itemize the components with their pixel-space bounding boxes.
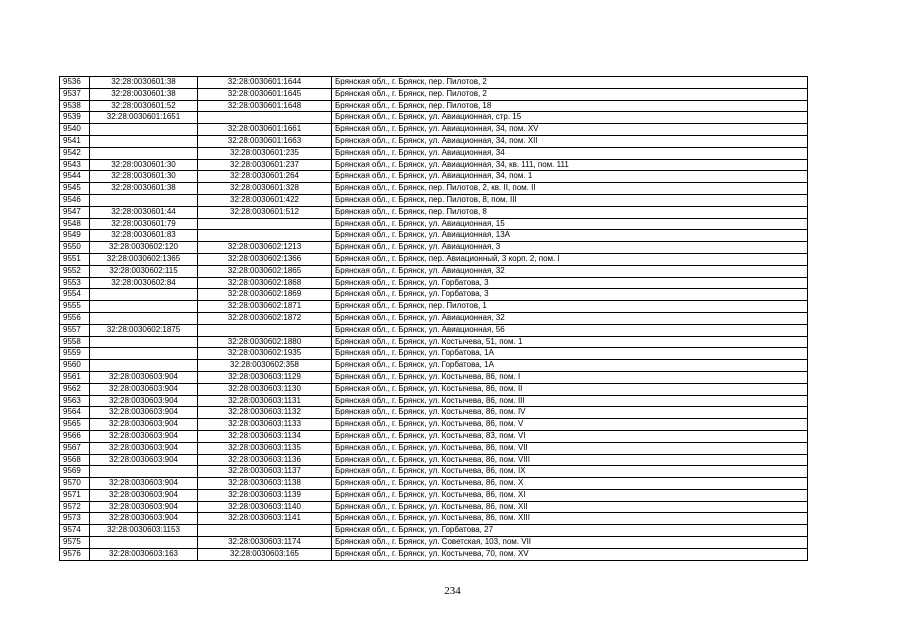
row-number-cell: 9576: [60, 548, 90, 560]
parcel-cadastral-cell: [90, 289, 198, 301]
object-cadastral-cell: 32:28:0030602:1366: [198, 253, 332, 265]
object-cadastral-cell: 32:28:0030603:1139: [198, 489, 332, 501]
table-row: [60, 183, 808, 195]
table-row: [60, 242, 808, 254]
row-number-cell: 9559: [60, 348, 90, 360]
parcel-cadastral-cell: 32:28:0030603:904: [90, 383, 198, 395]
address-cell: Брянская обл., г. Брянск, ул. Костычева, 86, пом. II: [332, 383, 808, 395]
row-number-cell: 9575: [60, 537, 90, 549]
parcel-cadastral-cell: 32:28:0030603:904: [90, 395, 198, 407]
address-cell: Брянская обл., г. Брянск, ул. Костычева, 51, пом. 1: [332, 336, 808, 348]
row-number-cell: 9543: [60, 159, 90, 171]
page-number: 234: [444, 585, 461, 597]
row-number-cell: 9557: [60, 324, 90, 336]
row-number-cell: 9554: [60, 289, 90, 301]
object-cadastral-cell: 32:28:0030603:1129: [198, 371, 332, 383]
parcel-cadastral-cell: 32:28:0030601:38: [90, 88, 198, 100]
row-number-cell: 9562: [60, 383, 90, 395]
table-row: [60, 430, 808, 442]
table-row: [60, 525, 808, 537]
table-row: [60, 513, 808, 525]
address-cell: Брянская обл., г. Брянск, ул. Авиационная, 34, пом. XII: [332, 135, 808, 147]
row-number-cell: 9570: [60, 478, 90, 490]
table-row: [60, 466, 808, 478]
address-cell: Брянская обл., г. Брянск, ул. Костычева, 70, пом. XV: [332, 548, 808, 560]
row-number-cell: 9548: [60, 218, 90, 230]
address-cell: Брянская обл., г. Брянск, ул. Авиационная, 34: [332, 147, 808, 159]
address-cell: Брянская обл., г. Брянск, ул. Авиационная, 15: [332, 218, 808, 230]
row-number-cell: 9545: [60, 183, 90, 195]
parcel-cadastral-cell: [90, 537, 198, 549]
table-row: [60, 147, 808, 159]
parcel-cadastral-cell: 32:28:0030601:30: [90, 159, 198, 171]
parcel-cadastral-cell: 32:28:0030602:84: [90, 277, 198, 289]
object-cadastral-cell: [198, 218, 332, 230]
row-number-cell: 9565: [60, 419, 90, 431]
property-table: [59, 76, 808, 561]
address-cell: Брянская обл., г. Брянск, пер. Авиационный, 3 корп. 2, пом. I: [332, 253, 808, 265]
object-cadastral-cell: 32:28:0030603:1135: [198, 442, 332, 454]
object-cadastral-cell: 32:28:0030603:1131: [198, 395, 332, 407]
row-number-cell: 9550: [60, 242, 90, 254]
address-cell: Брянская обл., г. Брянск, ул. Авиационная, стр. 15: [332, 112, 808, 124]
table-row: [60, 442, 808, 454]
row-number-cell: 9573: [60, 513, 90, 525]
table-row: [60, 218, 808, 230]
table-row: [60, 407, 808, 419]
object-cadastral-cell: [198, 324, 332, 336]
table-row: [60, 383, 808, 395]
table-row: [60, 489, 808, 501]
object-cadastral-cell: 32:28:0030601:1645: [198, 88, 332, 100]
object-cadastral-cell: 32:28:0030603:1138: [198, 478, 332, 490]
address-cell: Брянская обл., г. Брянск, ул. Советская, 103, пом. VII: [332, 537, 808, 549]
table-row: [60, 230, 808, 242]
address-cell: Брянская обл., г. Брянск, ул. Костычева, 86, пом. V: [332, 419, 808, 431]
object-cadastral-cell: 32:28:0030603:1136: [198, 454, 332, 466]
address-cell: Брянская обл., г. Брянск, ул. Авиационная, 32: [332, 265, 808, 277]
parcel-cadastral-cell: [90, 466, 198, 478]
parcel-cadastral-cell: [90, 124, 198, 136]
parcel-cadastral-cell: 32:28:0030603:904: [90, 430, 198, 442]
object-cadastral-cell: 32:28:0030603:1130: [198, 383, 332, 395]
address-cell: Брянская обл., г. Брянск, пер. Пилотов, 2: [332, 88, 808, 100]
address-cell: Брянская обл., г. Брянск, пер. Пилотов, 2, кв. II, пом. II: [332, 183, 808, 195]
address-cell: Брянская обл., г. Брянск, ул. Костычева, 86, пом. XIII: [332, 513, 808, 525]
parcel-cadastral-cell: 32:28:0030602:115: [90, 265, 198, 277]
parcel-cadastral-cell: 32:28:0030601:38: [90, 183, 198, 195]
table-row: [60, 537, 808, 549]
row-number-cell: 9563: [60, 395, 90, 407]
row-number-cell: 9572: [60, 501, 90, 513]
row-number-cell: 9546: [60, 194, 90, 206]
row-number-cell: 9538: [60, 100, 90, 112]
parcel-cadastral-cell: 32:28:0030601:52: [90, 100, 198, 112]
row-number-cell: 9552: [60, 265, 90, 277]
table-row: [60, 112, 808, 124]
parcel-cadastral-cell: 32:28:0030603:163: [90, 548, 198, 560]
address-cell: Брянская обл., г. Брянск, ул. Костычева, 83, пом. VI: [332, 430, 808, 442]
table-row: [60, 395, 808, 407]
object-cadastral-cell: 32:28:0030603:1137: [198, 466, 332, 478]
object-cadastral-cell: [198, 525, 332, 537]
row-number-cell: 9547: [60, 206, 90, 218]
address-cell: Брянская обл., г. Брянск, пер. Пилотов, 8: [332, 206, 808, 218]
table-row: [60, 312, 808, 324]
address-cell: Брянская обл., г. Брянск, ул. Костычева, 86, пом. XII: [332, 501, 808, 513]
object-cadastral-cell: 32:28:0030601:328: [198, 183, 332, 195]
parcel-cadastral-cell: [90, 348, 198, 360]
row-number-cell: 9556: [60, 312, 90, 324]
address-cell: Брянская обл., г. Брянск, ул. Авиационная, 3: [332, 242, 808, 254]
table-row: [60, 77, 808, 89]
parcel-cadastral-cell: [90, 312, 198, 324]
object-cadastral-cell: 32:28:0030603:1134: [198, 430, 332, 442]
table-row: [60, 171, 808, 183]
parcel-cadastral-cell: 32:28:0030603:904: [90, 407, 198, 419]
table-row: [60, 348, 808, 360]
address-cell: Брянская обл., г. Брянск, ул. Авиационная, 32: [332, 312, 808, 324]
parcel-cadastral-cell: 32:28:0030601:83: [90, 230, 198, 242]
parcel-cadastral-cell: [90, 301, 198, 313]
table-row: [60, 371, 808, 383]
table-row: [60, 206, 808, 218]
address-cell: Брянская обл., г. Брянск, ул. Авиационная, 34, пом. 1: [332, 171, 808, 183]
table-row: [60, 194, 808, 206]
row-number-cell: 9537: [60, 88, 90, 100]
address-cell: Брянская обл., г. Брянск, ул. Горбатова, 3: [332, 289, 808, 301]
address-cell: Брянская обл., г. Брянск, пер. Пилотов, 18: [332, 100, 808, 112]
parcel-cadastral-cell: [90, 147, 198, 159]
address-cell: Брянская обл., г. Брянск, ул. Костычева, 86, пом. III: [332, 395, 808, 407]
parcel-cadastral-cell: [90, 135, 198, 147]
table-row: [60, 159, 808, 171]
address-cell: Брянская обл., г. Брянск, ул. Костычева, 86, пом. XI: [332, 489, 808, 501]
parcel-cadastral-cell: 32:28:0030603:904: [90, 442, 198, 454]
object-cadastral-cell: 32:28:0030602:1869: [198, 289, 332, 301]
row-number-cell: 9569: [60, 466, 90, 478]
address-cell: Брянская обл., г. Брянск, ул. Горбатова, 3: [332, 277, 808, 289]
address-cell: Брянская обл., г. Брянск, ул. Авиационная, 13А: [332, 230, 808, 242]
object-cadastral-cell: 32:28:0030602:1872: [198, 312, 332, 324]
table-row: [60, 360, 808, 372]
address-cell: Брянская обл., г. Брянск, ул. Костычева, 86, пом. X: [332, 478, 808, 490]
object-cadastral-cell: 32:28:0030603:1174: [198, 537, 332, 549]
parcel-cadastral-cell: 32:28:0030601:1651: [90, 112, 198, 124]
row-number-cell: 9561: [60, 371, 90, 383]
table-row: [60, 135, 808, 147]
object-cadastral-cell: [198, 230, 332, 242]
row-number-cell: 9544: [60, 171, 90, 183]
address-cell: Брянская обл., г. Брянск, ул. Авиационная, 34, пом. XV: [332, 124, 808, 136]
parcel-cadastral-cell: 32:28:0030601:79: [90, 218, 198, 230]
table-row: [60, 265, 808, 277]
address-cell: Брянская обл., г. Брянск, ул. Авиационная, 34, кв. 111, пом. 111: [332, 159, 808, 171]
address-cell: Брянская обл., г. Брянск, пер. Пилотов, 2: [332, 77, 808, 89]
address-cell: Брянская обл., г. Брянск, ул. Костычева, 86, пом. IX: [332, 466, 808, 478]
row-number-cell: 9564: [60, 407, 90, 419]
row-number-cell: 9560: [60, 360, 90, 372]
object-cadastral-cell: 32:28:0030602:1880: [198, 336, 332, 348]
row-number-cell: 9566: [60, 430, 90, 442]
table-row: [60, 548, 808, 560]
table-row: [60, 88, 808, 100]
object-cadastral-cell: 32:28:0030601:235: [198, 147, 332, 159]
table-row: [60, 301, 808, 313]
row-number-cell: 9555: [60, 301, 90, 313]
row-number-cell: 9551: [60, 253, 90, 265]
object-cadastral-cell: 32:28:0030601:1644: [198, 77, 332, 89]
address-cell: Брянская обл., г. Брянск, ул. Костычева, 86, пом. VIII: [332, 454, 808, 466]
parcel-cadastral-cell: [90, 336, 198, 348]
parcel-cadastral-cell: 32:28:0030602:120: [90, 242, 198, 254]
address-cell: Брянская обл., г. Брянск, ул. Костычева, 86, пом. VII: [332, 442, 808, 454]
parcel-cadastral-cell: 32:28:0030601:44: [90, 206, 198, 218]
table-row: [60, 336, 808, 348]
table-row: [60, 454, 808, 466]
object-cadastral-cell: [198, 112, 332, 124]
address-cell: Брянская обл., г. Брянск, ул. Авиационная, 56: [332, 324, 808, 336]
object-cadastral-cell: 32:28:0030601:1661: [198, 124, 332, 136]
row-number-cell: 9558: [60, 336, 90, 348]
parcel-cadastral-cell: 32:28:0030603:1153: [90, 525, 198, 537]
table-row: [60, 478, 808, 490]
table-row: [60, 100, 808, 112]
parcel-cadastral-cell: 32:28:0030602:1875: [90, 324, 198, 336]
row-number-cell: 9571: [60, 489, 90, 501]
parcel-cadastral-cell: [90, 360, 198, 372]
object-cadastral-cell: 32:28:0030601:237: [198, 159, 332, 171]
row-number-cell: 9539: [60, 112, 90, 124]
table-row: [60, 253, 808, 265]
object-cadastral-cell: 32:28:0030601:512: [198, 206, 332, 218]
parcel-cadastral-cell: 32:28:0030603:904: [90, 454, 198, 466]
row-number-cell: 9542: [60, 147, 90, 159]
parcel-cadastral-cell: [90, 194, 198, 206]
row-number-cell: 9567: [60, 442, 90, 454]
object-cadastral-cell: 32:28:0030603:1141: [198, 513, 332, 525]
row-number-cell: 9549: [60, 230, 90, 242]
object-cadastral-cell: 32:28:0030601:264: [198, 171, 332, 183]
parcel-cadastral-cell: 32:28:0030603:904: [90, 478, 198, 490]
row-number-cell: 9553: [60, 277, 90, 289]
table-row: [60, 419, 808, 431]
object-cadastral-cell: 32:28:0030602:1935: [198, 348, 332, 360]
table-row: [60, 277, 808, 289]
parcel-cadastral-cell: 32:28:0030603:904: [90, 513, 198, 525]
parcel-cadastral-cell: 32:28:0030601:30: [90, 171, 198, 183]
object-cadastral-cell: 32:28:0030601:1663: [198, 135, 332, 147]
row-number-cell: 9568: [60, 454, 90, 466]
object-cadastral-cell: 32:28:0030601:1648: [198, 100, 332, 112]
address-cell: Брянская обл., г. Брянск, ул. Горбатова, 1А: [332, 360, 808, 372]
address-cell: Брянская обл., г. Брянск, пер. Пилотов, 1: [332, 301, 808, 313]
property-table-body: [60, 77, 808, 561]
parcel-cadastral-cell: 32:28:0030601:38: [90, 77, 198, 89]
object-cadastral-cell: 32:28:0030603:165: [198, 548, 332, 560]
parcel-cadastral-cell: 32:28:0030603:904: [90, 501, 198, 513]
row-number-cell: 9574: [60, 525, 90, 537]
table-row: [60, 289, 808, 301]
table-row: [60, 124, 808, 136]
row-number-cell: 9540: [60, 124, 90, 136]
object-cadastral-cell: 32:28:0030602:1865: [198, 265, 332, 277]
row-number-cell: 9541: [60, 135, 90, 147]
parcel-cadastral-cell: 32:28:0030603:904: [90, 419, 198, 431]
object-cadastral-cell: 32:28:0030602:358: [198, 360, 332, 372]
address-cell: Брянская обл., г. Брянск, ул. Костычева, 86, пом. IV: [332, 407, 808, 419]
object-cadastral-cell: 32:28:0030602:1871: [198, 301, 332, 313]
address-cell: Брянская обл., г. Брянск, пер. Пилотов, 8, пом. III: [332, 194, 808, 206]
object-cadastral-cell: 32:28:0030601:422: [198, 194, 332, 206]
address-cell: Брянская обл., г. Брянск, ул. Горбатова, 1А: [332, 348, 808, 360]
address-cell: Брянская обл., г. Брянск, ул. Горбатова, 27: [332, 525, 808, 537]
row-number-cell: 9536: [60, 77, 90, 89]
address-cell: Брянская обл., г. Брянск, ул. Костычева, 86, пом. I: [332, 371, 808, 383]
parcel-cadastral-cell: 32:28:0030603:904: [90, 489, 198, 501]
parcel-cadastral-cell: 32:28:0030602:1365: [90, 253, 198, 265]
table-row: [60, 501, 808, 513]
object-cadastral-cell: 32:28:0030603:1133: [198, 419, 332, 431]
table-row: [60, 324, 808, 336]
object-cadastral-cell: 32:28:0030603:1132: [198, 407, 332, 419]
parcel-cadastral-cell: 32:28:0030603:904: [90, 371, 198, 383]
object-cadastral-cell: 32:28:0030602:1213: [198, 242, 332, 254]
object-cadastral-cell: 32:28:0030603:1140: [198, 501, 332, 513]
object-cadastral-cell: 32:28:0030602:1868: [198, 277, 332, 289]
